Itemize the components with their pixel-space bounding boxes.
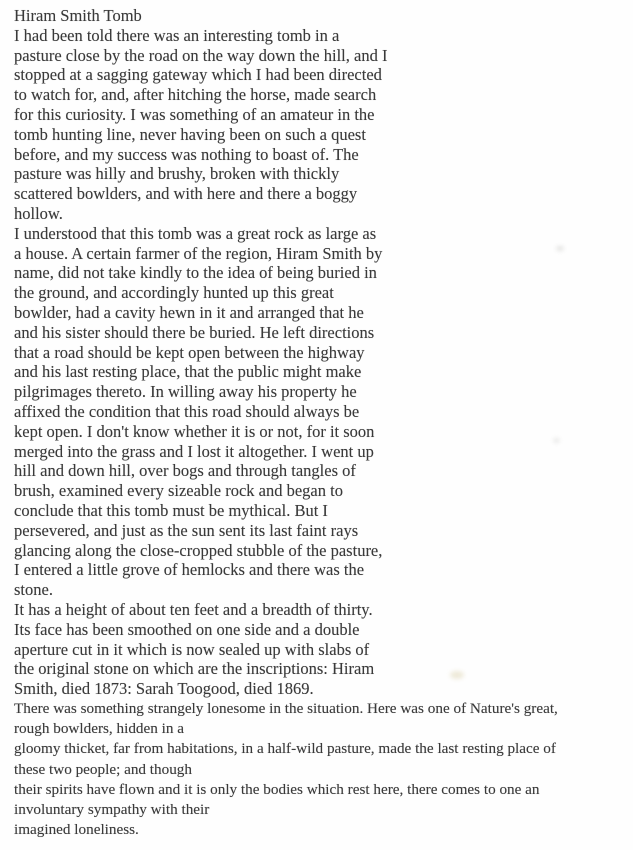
text-line: rough bowlders, hidden in a: [14, 720, 184, 738]
text-line: I understood that this tomb was a great rock as large as: [14, 223, 377, 243]
text-line: and his sister should there be buried. He left directions: [14, 322, 375, 342]
text-line: stone.: [14, 580, 53, 600]
text-line: stopped at a sagging gateway which I had been directed: [14, 65, 382, 85]
text-line: persevered, and just as the sun sent its last faint rays: [14, 520, 359, 540]
text-line: kept open. I don't know whether it is or not, for it soon: [14, 421, 375, 441]
text-line: gloomy thicket, far from habitations, in a half-wild pasture, made the last resting place of: [14, 740, 556, 758]
text-line: their spirits have flown and it is only the bodies which rest here, there comes to one an: [14, 780, 540, 798]
text-line: glancing along the close-cropped stubble of the pasture,: [14, 540, 383, 560]
text-line: Its face has been smoothed on one side and a double: [14, 619, 360, 639]
text-line: pilgrimages thereto. In willing away his property he: [14, 382, 357, 402]
text-line: It has a height of about ten feet and a breadth of thirty.: [14, 599, 373, 619]
text-line: hill and down hill, over bogs and through tangles of: [14, 461, 356, 481]
text-line: name, did not take kindly to the idea of being buried in: [14, 263, 377, 283]
text-line: pasture close by the road on the way down the hill, and I: [14, 45, 388, 65]
text-line: before, and my success was nothing to boast of. The: [14, 144, 359, 164]
text-line: aperture cut in it which is now sealed up with slabs of: [14, 639, 370, 659]
text-line: these two people; and though: [14, 760, 192, 778]
text-line: merged into the grass and I lost it altogether. I went up: [14, 441, 374, 461]
text-line: imagined loneliness.: [14, 821, 139, 839]
text-line: and his last resting place, that the public might make: [14, 362, 362, 382]
text-line: brush, examined every sizeable rock and began to: [14, 481, 343, 501]
text-line: tomb hunting line, never having been on such a quest: [14, 124, 366, 144]
text-line: I had been told there was an interesting tomb in a: [14, 25, 340, 45]
text-line: There was something strangely lonesome in the situation. Here was one of Nature's great,: [14, 699, 558, 717]
text-line: Smith, died 1873: Sarah Toogood, died 1869.: [14, 679, 314, 699]
text-line: bowlder, had a cavity hewn in it and arranged that he: [14, 302, 364, 322]
text-line: to watch for, and, after hitching the horse, made search: [14, 85, 377, 105]
text-line: that a road should be kept open between the highway: [14, 342, 365, 362]
text-line: hollow.: [14, 203, 63, 223]
text-line: pasture was hilly and brushy, broken with thickly: [14, 164, 340, 184]
text-line: a house. A certain farmer of the region, Hiram Smith by: [14, 243, 383, 263]
text-line: the original stone on which are the inscriptions: Hiram: [14, 659, 375, 679]
text-line: the ground, and accordingly hunted up this great: [14, 283, 334, 303]
text-line: for this curiosity. I was something of an amateur in the: [14, 104, 375, 124]
text-line: I entered a little grove of hemlocks and there was the: [14, 560, 365, 580]
text-line: scattered bowlders, and with here and there a boggy: [14, 184, 358, 204]
document-body-narrow: [14, 26, 633, 699]
document-body-wide: [14, 699, 633, 840]
text-line: conclude that this tomb must be mythical. But I: [14, 500, 328, 520]
text-line: involuntary sympathy with their: [14, 800, 210, 818]
document-title: Hiram Smith Tomb: [14, 6, 142, 25]
text-line: affixed the condition that this road should always be: [14, 401, 360, 421]
